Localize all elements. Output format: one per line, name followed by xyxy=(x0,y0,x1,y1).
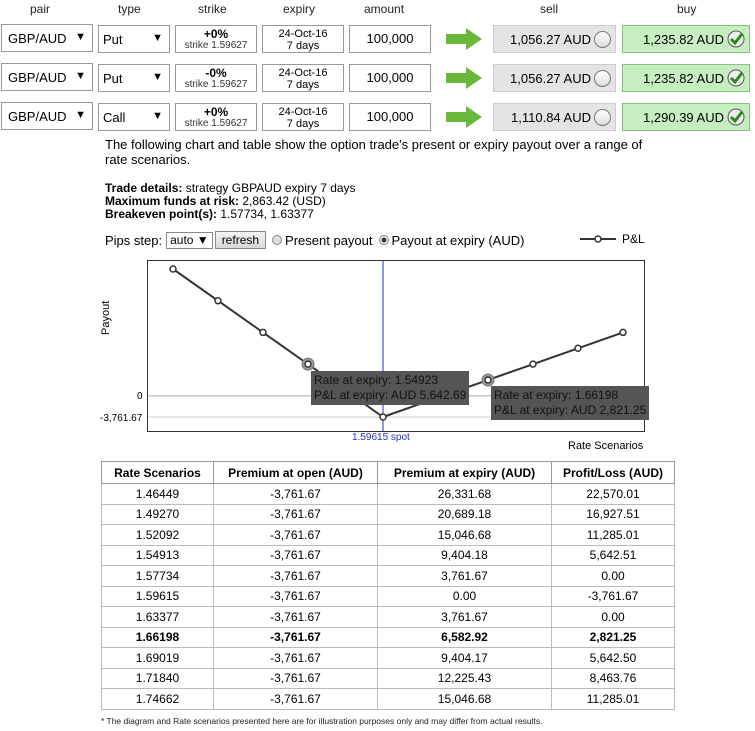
table-cell: 0.00 xyxy=(552,607,675,628)
present-payout-radio[interactable] xyxy=(272,235,282,245)
amount-field[interactable]: 100,000 xyxy=(349,64,431,92)
col-header-pair: pair xyxy=(30,2,51,16)
table-cell: -3,761.67 xyxy=(214,504,378,525)
table-cell: 9,404.18 xyxy=(378,545,552,566)
sell-radio-icon[interactable] xyxy=(594,109,611,126)
table-cell: -3,761.67 xyxy=(214,586,378,607)
table-cell: 1.52092 xyxy=(102,525,214,546)
pips-step-select[interactable] xyxy=(166,232,213,249)
table-header-cell: Premium at open (AUD) xyxy=(214,462,378,484)
checkmark-icon[interactable] xyxy=(727,69,745,87)
expiry-payout-label: Payout at expiry (AUD) xyxy=(391,232,525,248)
table-cell: -3,761.67 xyxy=(552,586,675,607)
table-cell: -3,761.67 xyxy=(214,668,378,689)
pair-select[interactable] xyxy=(1,102,93,130)
trade-details-label: Trade details: xyxy=(105,181,183,195)
chevron-down-icon: ▼ xyxy=(75,70,86,82)
refresh-button[interactable]: refresh xyxy=(215,231,266,249)
trade-row xyxy=(0,24,755,54)
table-cell: 26,331.68 xyxy=(378,484,552,505)
chart-tooltip-1 xyxy=(311,371,469,405)
pair-value: GBP/AUD xyxy=(8,108,67,124)
arrow-right-icon xyxy=(446,106,482,128)
arrow-right-icon xyxy=(446,28,482,50)
trade-row xyxy=(0,102,755,132)
expiry-days: 7 days xyxy=(286,40,320,52)
sell-price: 1,056.27 AUD xyxy=(510,31,591,47)
buy-price-button[interactable] xyxy=(622,64,750,92)
expiry-payout-radio[interactable] xyxy=(379,235,389,245)
table-header-cell: Premium at expiry (AUD) xyxy=(378,462,552,484)
table-cell: 5,642.51 xyxy=(552,545,675,566)
table-cell: 0.00 xyxy=(552,566,675,587)
col-header-sell: sell xyxy=(540,2,559,16)
checkmark-icon[interactable] xyxy=(727,108,745,126)
table-cell: -3,761.67 xyxy=(214,566,378,587)
col-header-expiry: expiry xyxy=(283,2,316,16)
table-cell: 6,582.92 xyxy=(378,627,552,648)
trade-details xyxy=(105,182,356,221)
pips-step-value: auto xyxy=(170,232,194,247)
data-point xyxy=(380,414,386,420)
table-cell: 1.63377 xyxy=(102,607,214,628)
sell-price: 1,056.27 AUD xyxy=(510,70,591,86)
buy-price: 1,290.39 AUD xyxy=(643,109,724,125)
sell-price: 1,110.84 AUD xyxy=(511,109,591,125)
col-header-amount: amount xyxy=(364,2,405,16)
trade-row xyxy=(0,63,755,93)
type-value: Put xyxy=(103,70,123,86)
table-cell: 1.69019 xyxy=(102,648,214,669)
table-cell: 3,761.67 xyxy=(378,566,552,587)
table-row xyxy=(102,627,675,648)
table-cell: -3,761.67 xyxy=(214,484,378,505)
breakeven-label: Breakeven point(s): xyxy=(105,207,218,221)
data-point xyxy=(485,377,491,383)
tooltip-1-rate: Rate at expiry: 1.54923 xyxy=(314,373,439,387)
col-header-strike: strike xyxy=(198,2,227,16)
table-cell: 15,046.68 xyxy=(378,689,552,710)
buy-price: 1,235.82 AUD xyxy=(643,70,724,86)
table-cell: 1.71840 xyxy=(102,668,214,689)
arrow-right-icon xyxy=(446,67,482,89)
y-tick-min: -3,761.67 xyxy=(100,413,143,424)
sell-price-button[interactable] xyxy=(493,64,616,92)
sell-radio-icon[interactable] xyxy=(594,31,611,48)
table-cell: 9,404.17 xyxy=(378,648,552,669)
data-point xyxy=(170,266,176,272)
expiry-days: 7 days xyxy=(286,79,320,91)
disclaimer-footnote: * The diagram and Rate scenarios presented here are for illustration purposes only and may differ from actual results. xyxy=(101,716,543,726)
legend-line-icon xyxy=(578,234,618,244)
table-cell: 8,463.76 xyxy=(552,668,675,689)
expiry-date: 24-Oct-16 xyxy=(278,67,328,79)
table-cell: 1.57734 xyxy=(102,566,214,587)
tooltip-2-rate: Rate at expiry: 1.66198 xyxy=(494,388,619,402)
col-header-type: type xyxy=(118,2,141,16)
table-row xyxy=(102,648,675,669)
table-cell: -3,761.67 xyxy=(214,627,378,648)
pair-value: GBP/AUD xyxy=(8,69,67,85)
table-cell: 1.54913 xyxy=(102,545,214,566)
max-funds-value: 2,863.42 (USD) xyxy=(239,194,326,208)
table-cell: 1.66198 xyxy=(102,627,214,648)
chevron-down-icon: ▼ xyxy=(152,110,163,122)
data-point xyxy=(260,329,266,335)
type-value: Call xyxy=(103,109,126,125)
table-row xyxy=(102,607,675,628)
expiry-date: 24-Oct-16 xyxy=(278,106,328,118)
table-cell: -3,761.67 xyxy=(214,689,378,710)
table-row xyxy=(102,668,675,689)
strike-percent: -0% xyxy=(205,66,227,80)
table-cell: 1.74662 xyxy=(102,689,214,710)
y-axis-label: Payout xyxy=(100,300,112,335)
chevron-down-icon: ▼ xyxy=(152,32,163,44)
strike-percent: +0% xyxy=(203,105,229,119)
strike-percent: +0% xyxy=(203,27,229,41)
table-cell: -3,761.67 xyxy=(214,525,378,546)
table-cell: 11,285.01 xyxy=(552,525,675,546)
x-axis-label: Rate Scenarios xyxy=(568,440,644,452)
table-cell: 16,927.51 xyxy=(552,504,675,525)
type-select[interactable] xyxy=(98,64,170,92)
table-row xyxy=(102,689,675,710)
trade-details-value: strategy GBPAUD expiry 7 days xyxy=(182,181,356,195)
expiry-field[interactable] xyxy=(262,103,344,131)
table-row xyxy=(102,586,675,607)
table-cell: -3,761.67 xyxy=(214,545,378,566)
chart-description: The following chart and table show the option trade's present or expiry payout over a range of rate scenarios. xyxy=(105,137,643,167)
pair-select[interactable] xyxy=(1,63,93,91)
sell-radio-icon[interactable] xyxy=(594,70,611,87)
chevron-down-icon: ▼ xyxy=(75,31,86,43)
data-point xyxy=(575,345,581,351)
table-cell: 2,821.25 xyxy=(552,627,675,648)
strike-value: strike 1.59627 xyxy=(184,79,248,90)
table-cell: 3,761.67 xyxy=(378,607,552,628)
max-funds-label: Maximum funds at risk: xyxy=(105,194,240,208)
legend-label: P&L xyxy=(622,232,645,246)
expiry-date: 24-Oct-16 xyxy=(278,28,328,40)
table-cell: 1.46449 xyxy=(102,484,214,505)
breakeven-value: 1.57734, 1.63377 xyxy=(217,207,314,221)
data-point xyxy=(215,298,221,304)
data-point xyxy=(530,361,536,367)
chevron-down-icon: ▼ xyxy=(75,109,86,121)
type-select[interactable] xyxy=(98,25,170,53)
chart-tooltip-2 xyxy=(491,386,649,420)
table-cell: 22,570.01 xyxy=(552,484,675,505)
expiry-days: 7 days xyxy=(286,118,320,130)
sell-price-button[interactable] xyxy=(493,25,616,53)
type-select[interactable] xyxy=(98,103,170,131)
table-row xyxy=(102,504,675,525)
present-payout-label: Present payout xyxy=(285,232,373,248)
table-cell: -3,761.67 xyxy=(214,648,378,669)
table-cell: -3,761.67 xyxy=(214,607,378,628)
strike-field[interactable] xyxy=(175,25,257,53)
strike-field[interactable] xyxy=(175,64,257,92)
strike-field[interactable] xyxy=(175,103,257,131)
rate-scenarios-table xyxy=(101,461,675,710)
table-row xyxy=(102,566,675,587)
table-header-cell: Rate Scenarios xyxy=(102,462,214,484)
table-cell: 1.59615 xyxy=(102,586,214,607)
table-cell: 20,689.18 xyxy=(378,504,552,525)
table-row xyxy=(102,484,675,505)
amount-field[interactable]: 100,000 xyxy=(349,103,431,131)
chevron-down-icon: ▼ xyxy=(196,232,209,247)
strike-value: strike 1.59627 xyxy=(184,118,248,129)
pair-select[interactable] xyxy=(1,24,93,52)
table-cell: 11,285.01 xyxy=(552,689,675,710)
table-cell: 0.00 xyxy=(378,586,552,607)
data-point xyxy=(305,361,311,367)
chart-controls xyxy=(105,231,524,249)
chart-legend xyxy=(578,232,645,246)
table-cell: 1.49270 xyxy=(102,504,214,525)
expiry-field[interactable] xyxy=(262,25,344,53)
y-tick-zero: 0 xyxy=(137,391,143,402)
data-point xyxy=(620,329,626,335)
pair-value: GBP/AUD xyxy=(8,30,67,46)
table-cell: 15,046.68 xyxy=(378,525,552,546)
buy-price: 1,235.82 AUD xyxy=(643,31,724,47)
spot-label: 1.59615 spot xyxy=(352,432,410,443)
sell-price-button[interactable] xyxy=(493,103,616,131)
tooltip-2-pnl: P&L at expiry: AUD 2,821.25 xyxy=(494,403,647,417)
table-cell: 12,225.43 xyxy=(378,668,552,689)
table-row xyxy=(102,545,675,566)
buy-price-button[interactable] xyxy=(622,25,750,53)
tooltip-1-pnl: P&L at expiry: AUD 5,642.69 xyxy=(314,388,467,402)
col-header-buy: buy xyxy=(677,2,697,16)
checkmark-icon[interactable] xyxy=(727,30,745,48)
expiry-field[interactable] xyxy=(262,64,344,92)
strike-value: strike 1.59627 xyxy=(184,40,248,51)
type-value: Put xyxy=(103,31,123,47)
chevron-down-icon: ▼ xyxy=(152,71,163,83)
table-cell: 5,642.50 xyxy=(552,648,675,669)
table-header-cell: Profit/Loss (AUD) xyxy=(552,462,675,484)
pips-step-label: Pips step: xyxy=(105,232,163,248)
buy-price-button[interactable] xyxy=(622,103,750,131)
amount-field[interactable]: 100,000 xyxy=(349,25,431,53)
table-row xyxy=(102,525,675,546)
